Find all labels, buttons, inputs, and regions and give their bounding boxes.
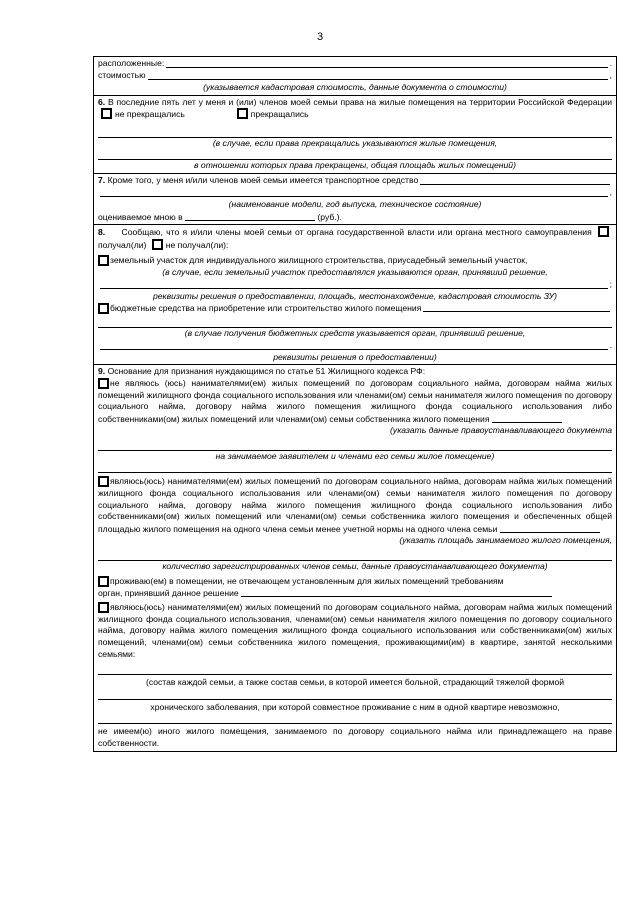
cost-hint: (указывается кадастровая стоимость, данные документа о стоимости) bbox=[203, 82, 507, 92]
shared-apartment-text: являюсь(юсь) нанимателями(ем) жилых помещений по договорам социального найма, договорам найма жилых помещений жилищного фонда социального использования, членами(ом) семьи нанимателя жилого помещения по договору социального найма, договору найма жилого помещения жилищного фонда социального использования или собственниками(ом) жилых помещений, членами(ом) семьи собственника жилого помещения, проживающими(им) в квартире, занятой несколькими семьями: bbox=[98, 602, 612, 659]
label-received: получал(ли) bbox=[98, 239, 147, 250]
checkbox-unsuitable-premises[interactable] bbox=[98, 576, 109, 587]
section-8-text: Сообщаю, что я и/или члены моей семьи от органа государственной власти или органа местного самоуправления bbox=[121, 227, 592, 238]
shared-apartment-field-2[interactable] bbox=[98, 689, 612, 700]
not-tenant-hint-2: на занимаемое заявителем и членами его семьи жилое помещение) bbox=[215, 450, 495, 461]
valued-field[interactable] bbox=[185, 211, 315, 221]
checkbox-not-tenant[interactable] bbox=[98, 378, 109, 389]
budget-funds-hint-2: реквизиты решения о предоставлении) bbox=[273, 351, 437, 362]
land-plot-text: земельный участок для индивидуального жилищного строительства, приусадебный земельный участок, bbox=[110, 255, 528, 266]
label-not-terminated: не прекращались bbox=[115, 109, 185, 120]
not-tenant-field-2[interactable] bbox=[98, 440, 612, 451]
valued-label: оцениваемое мною в bbox=[98, 211, 183, 222]
land-plot-hint-2: реквизиты решения о предоставлении, площадь, местонахождение, кадастровая стоимость ЗУ) bbox=[152, 290, 558, 301]
decision-organ-label: орган, принявший данное решение bbox=[98, 587, 239, 598]
label-not-received: не получал(ли): bbox=[165, 239, 229, 250]
located-field[interactable] bbox=[166, 58, 607, 68]
section-9 bbox=[94, 365, 616, 750]
vehicle-field-2[interactable] bbox=[100, 187, 608, 197]
checkbox-not-terminated[interactable] bbox=[101, 108, 112, 119]
unsuitable-premises-text: проживаю(ем) в помещении, не отвечающем установленным для жилых помещений требованиям bbox=[110, 575, 504, 586]
budget-funds-hint-1: (в случае получения бюджетных средств указывается орган, принявший решение, bbox=[184, 328, 526, 339]
section-6-field-1[interactable] bbox=[98, 127, 612, 138]
not-tenant-field-3[interactable] bbox=[98, 462, 612, 473]
section-6 bbox=[94, 96, 616, 174]
section-7-hint: (наименование модели, год выпуска, техническое состояние) bbox=[228, 198, 482, 209]
checkbox-budget-funds[interactable] bbox=[98, 303, 109, 314]
budget-funds-field-2[interactable] bbox=[98, 317, 612, 328]
section-property-continued bbox=[94, 57, 616, 96]
tenant-below-norm-hint-2: количество зарегистрированных членов семьи, данные правоустанавливающего документа) bbox=[162, 561, 548, 572]
tenant-below-norm-field[interactable] bbox=[500, 523, 600, 533]
section-6-field-2[interactable] bbox=[98, 149, 612, 160]
checkbox-land-plot[interactable] bbox=[98, 255, 109, 266]
checkbox-shared-apartment[interactable] bbox=[98, 602, 109, 613]
valued-unit: (руб.). bbox=[317, 211, 342, 222]
budget-funds-text: бюджетные средства на приобретение или строительство жилого помещения bbox=[110, 302, 422, 313]
checkbox-terminated[interactable] bbox=[237, 108, 248, 119]
land-plot-field[interactable] bbox=[100, 279, 608, 289]
section-7-text: Кроме того, у меня и/или членов моей семьи имеется транспортное средство bbox=[107, 175, 419, 186]
tenant-below-norm-field-2[interactable] bbox=[98, 550, 612, 561]
budget-funds-field-3[interactable] bbox=[100, 340, 608, 350]
section-9-title: Основание для признания нуждающимся по статье 51 Жилищного кодекса РФ: bbox=[107, 366, 426, 377]
checkbox-tenant-below-norm[interactable] bbox=[98, 476, 109, 487]
land-plot-hint-1: (в случае, если земельный участок предоставлялся указываются орган, принявший решение, bbox=[162, 266, 548, 277]
cost-field[interactable] bbox=[148, 70, 608, 80]
shared-apartment-field-1[interactable] bbox=[98, 664, 612, 675]
located-row: расположенные: . bbox=[98, 58, 612, 69]
section-7: 7. Кроме того, у меня и/или членов моей семьи имеется транспортное средство , (наименование модели, год выпуска, техническое состояние) оцениваемое мною в (руб.). bbox=[94, 174, 616, 225]
section-6-hint-2: в отношении которых права прекращены, общая площадь жилых помещений) bbox=[194, 160, 516, 171]
shared-apartment-field-3[interactable] bbox=[98, 713, 612, 724]
checkbox-received[interactable] bbox=[598, 226, 609, 237]
not-tenant-field[interactable] bbox=[492, 413, 562, 423]
tenant-below-norm-text: являюсь(юсь) нанимателями(ем) жилых помещений по договорам социального найма, договорам найма жилых помещений жилищного фонда социального использования или членами(ом) семьи нанимателя жилого помещения по договору социального найма, договору найма жилого помещения жилищного фонда социального использования либо собственниками(ом) жилых помещений или членами(ом) семьи собственника жилого помещения и обеспеченных общей площадью жилого помещения на одного члена семьи менее учетной нормы на одного члена семьи bbox=[98, 476, 612, 534]
not-tenant-hint-1: (указать данные правоустанавливающего документа bbox=[390, 425, 612, 436]
section-6-number: 6. bbox=[98, 96, 106, 107]
located-label: расположенные: bbox=[98, 58, 165, 69]
cost-row: стоимостью , bbox=[98, 70, 612, 81]
label-terminated: прекращались bbox=[250, 109, 309, 120]
application-form-table bbox=[93, 56, 617, 752]
page-number: 3 bbox=[316, 31, 324, 43]
cost-label: стоимостью bbox=[98, 70, 146, 81]
section-7-number: 7. bbox=[98, 175, 106, 186]
not-tenant-text: не являюсь (юсь) нанимателями(ем) жилых помещений по договорам социального найма, договорам найма жилых помещений жилищного фонда социального использования или членами(ом) семьи нанимателя жилого помещения по договору социального найма, договору найма жилого помещения жилищного фонда социального использования либо собственниками(ом) жилых помещений или членами(ом) семьи собственника жилого помещения bbox=[98, 377, 612, 424]
section-6-text: В последние пять лет у меня и (или) членов моей семьи права на жилые помещения на территории Российской Федерации bbox=[107, 96, 613, 107]
section-9-number: 9. bbox=[98, 366, 106, 377]
no-other-premises-text: не имеем(ю) иного жилого помещения, занимаемого по договору социального найма или принадлежащего на праве собственности. bbox=[98, 726, 612, 748]
section-6-hint-1: (в случае, если права прекращались указываются жилые помещения, bbox=[212, 137, 498, 148]
section-8: 8. Сообщаю, что я и/или члены моей семьи от органа государственной власти или органа местного самоуправления получал(ли) не получал(ли): земельный участок для индивидуального жилищного строительства, приусадебный земельный участок, (в случае, если земельный участок предоставлялся указываются орган, принявший решение, ; реквизиты решения о предоставлении, площадь, местонахождение, кадастровая стоимость ЗУ) бюджетные средства на приобретение или строительство жилого помещения (в случае получения бюджетных средств указывается орган, принявший решение, . реквизиты решения о предоставлении) bbox=[94, 225, 616, 365]
shared-apartment-hint-2: хронического заболевания, при которой совместное проживание с ним в одной квартире невозможно, bbox=[150, 701, 560, 712]
decision-organ-field[interactable] bbox=[241, 587, 552, 597]
checkbox-not-received[interactable] bbox=[152, 239, 163, 250]
shared-apartment-hint-1: (состав каждой семьи, а также состав семьи, в которой имеется больной, страдающий тяжелой формой bbox=[145, 677, 565, 688]
tenant-below-norm-hint-1: (указать площадь занимаемого жилого помещения, bbox=[399, 535, 612, 546]
budget-funds-field[interactable] bbox=[423, 302, 610, 312]
vehicle-field[interactable] bbox=[420, 175, 610, 185]
section-8-number: 8. bbox=[98, 227, 106, 238]
